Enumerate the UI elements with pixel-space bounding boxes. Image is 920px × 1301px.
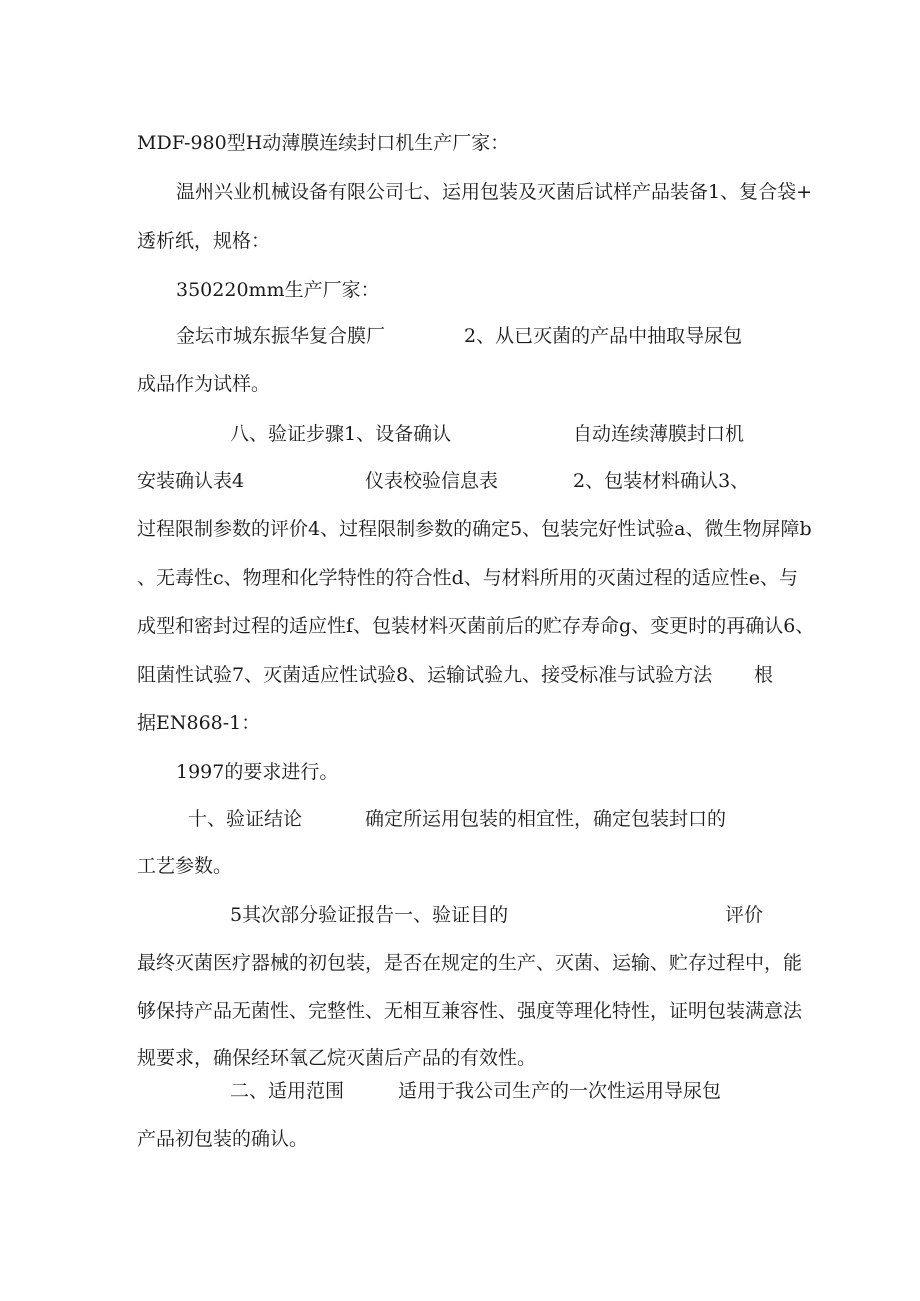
line-text: 十、验证结论	[188, 808, 303, 830]
text-line-20	[137, 1046, 536, 1070]
line-text: 根	[754, 664, 774, 686]
line-text: 够保持产品无菌性、完整性、无相互兼容性、强度等理化特性，证明包装满意法	[137, 1000, 803, 1022]
line-text: 自动连续薄膜封口机	[573, 423, 745, 445]
line-text: 二、适用范围	[230, 1080, 345, 1102]
text-line-19	[137, 999, 802, 1023]
text-line-22	[137, 1127, 308, 1151]
text-line-9	[137, 517, 812, 541]
line-text: 评价	[725, 904, 764, 926]
text-line-16	[137, 854, 232, 878]
text-line-1	[137, 131, 509, 155]
line-text: 最终灭菌医疗器械的初包装，是否在规定的生产、灭菌、运输、贮存过程中，能	[137, 952, 803, 974]
text-line-13	[137, 711, 260, 735]
line-text: 适用于我公司生产的一次性运用导尿包	[398, 1080, 722, 1102]
text-line-11	[137, 614, 814, 638]
line-text: 金坛市城东振华复合膜厂	[176, 325, 386, 347]
line-text: 透析纸，规格：	[137, 230, 271, 252]
line-text: 2、包装材料确认3、	[573, 470, 750, 492]
line-text: 工艺参数。	[137, 855, 233, 877]
text-line-2	[176, 180, 812, 204]
line-text: 成品作为试样。	[137, 373, 271, 395]
line-text: 350220mm生产厂家：	[176, 279, 380, 301]
text-line-18	[137, 951, 802, 975]
line-text: 5其次部分验证报告一、验证目的	[230, 904, 509, 926]
line-text: 八、验证步骤1、设备确认	[230, 423, 452, 445]
text-line-14	[176, 760, 338, 784]
text-line-3	[137, 229, 270, 253]
line-text: MDF-980型H动薄膜连续封口机生产厂家：	[137, 132, 510, 154]
line-text: 产品初包装的确认。	[137, 1128, 309, 1150]
text-line-4	[176, 278, 380, 302]
line-text: 规要求，确保经环氧乙烷灭菌后产品的有效性。	[137, 1047, 537, 1069]
line-text: 仪表校验信息表	[365, 470, 499, 492]
line-text: 过程限制参数的评价4、过程限制参数的确定5、包装完好性试验a、微生物屏障b	[137, 518, 812, 540]
line-text: 安装确认表4	[137, 470, 245, 492]
line-text: 阻菌性试验7、灭菌适应性试验8、运输试验九、接受标准与试验方法	[137, 664, 713, 686]
text-line-6	[137, 372, 270, 396]
line-text: 确定所运用包装的相宜性，确定包装封口的	[365, 808, 727, 830]
line-text: 1997的要求进行。	[176, 761, 339, 783]
text-line-10	[137, 566, 798, 590]
line-text: 成型和密封过程的适应性f、包装材料灭菌前后的贮存寿命g、变更时的再确认6、	[137, 615, 815, 637]
line-text: 据EN868-1：	[137, 712, 261, 734]
line-text: 2、从已灭菌的产品中抽取导尿包	[464, 325, 743, 347]
line-text: 、无毒性c、物理和化学特性的符合性d、与材料所用的灭菌过程的适应性e、与	[137, 567, 799, 589]
line-text: 温州兴业机械设备有限公司七、运用包装及灭菌后试样产品装备1、复合袋+	[176, 181, 813, 203]
